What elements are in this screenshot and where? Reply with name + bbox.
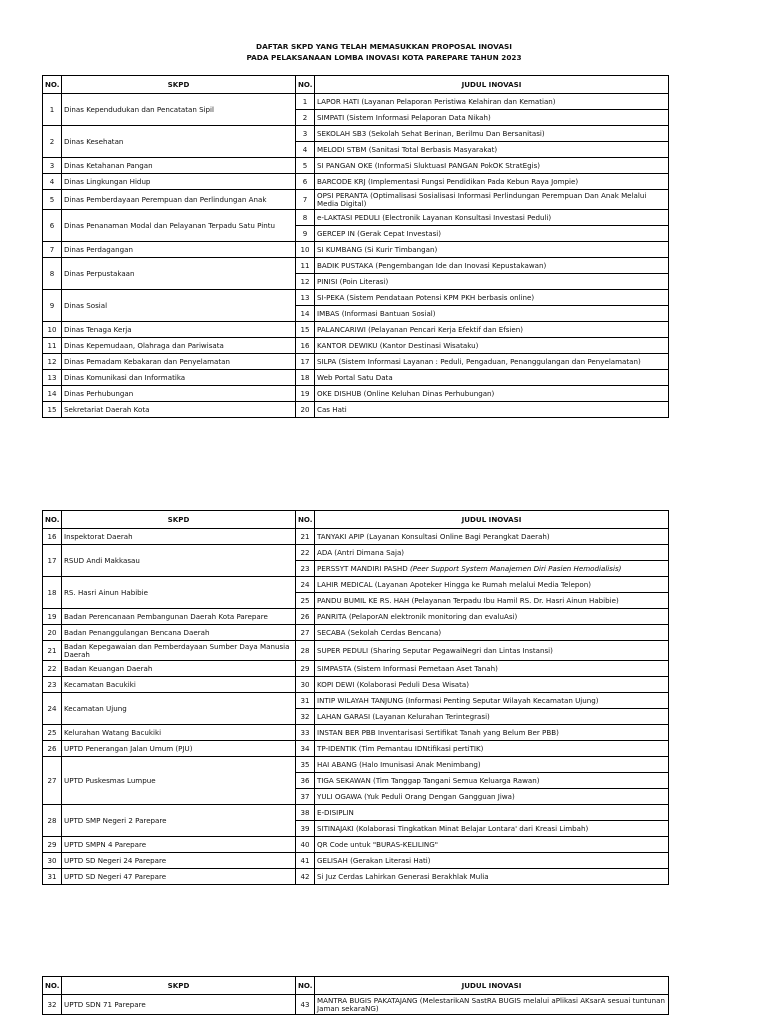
innovation-number: 16 bbox=[296, 338, 315, 354]
innovation-number: 3 bbox=[296, 126, 315, 142]
innovation-title: PINISI (Poin Literasi) bbox=[315, 274, 669, 290]
skpd-number: 10 bbox=[43, 322, 62, 338]
skpd-number: 28 bbox=[43, 805, 62, 837]
innovation-title: LAPOR HATI (Layanan Pelaporan Peristiwa Kelahiran dan Kematian) bbox=[315, 94, 669, 110]
innovation-number: 10 bbox=[296, 242, 315, 258]
skpd-name: Dinas Ketahanan Pangan bbox=[62, 158, 296, 174]
innovation-title: e-LAKTASI PEDULI (Electronik Layanan Konsultasi Investasi Peduli) bbox=[315, 210, 669, 226]
skpd-name: Badan Perencanaan Pembangunan Daerah Kota Parepare bbox=[62, 609, 296, 625]
skpd-number: 11 bbox=[43, 338, 62, 354]
innovation-title: SIMPASTA (Sistem Informasi Pemetaan Aset Tanah) bbox=[315, 661, 669, 677]
innovation-number: 4 bbox=[296, 142, 315, 158]
innovation-title: TANYAKI APIP (Layanan Konsultasi Online Bagi Perangkat Daerah) bbox=[315, 529, 669, 545]
innovation-number: 29 bbox=[296, 661, 315, 677]
innovation-title-italic: (Peer Support System Manajemen Diri Pasien Hemodialisis) bbox=[407, 563, 622, 573]
innovation-number: 28 bbox=[296, 641, 315, 661]
innovation-number: 15 bbox=[296, 322, 315, 338]
skpd-number: 21 bbox=[43, 641, 62, 661]
skpd-name: Dinas Kesehatan bbox=[62, 126, 296, 158]
innovation-number: 40 bbox=[296, 837, 315, 853]
table-row bbox=[43, 757, 669, 773]
table-row bbox=[43, 94, 669, 110]
column-header-skpd: SKPD bbox=[62, 76, 296, 94]
table-row bbox=[43, 609, 669, 625]
skpd-number: 1 bbox=[43, 94, 62, 126]
innovation-title: INTIP WILAYAH TANJUNG (Informasi Penting Seputar Wilayah Kecamatan Ujung) bbox=[315, 693, 669, 709]
skpd-name: UPTD SDN 71 Parepare bbox=[62, 995, 296, 1015]
column-header-judul: JUDUL INOVASI bbox=[315, 511, 669, 529]
innovation-number: 21 bbox=[296, 529, 315, 545]
skpd-name: Kelurahan Watang Bacukiki bbox=[62, 725, 296, 741]
skpd-name: UPTD SMP Negeri 2 Parepare bbox=[62, 805, 296, 837]
skpd-number: 29 bbox=[43, 837, 62, 853]
skpd-name: Dinas Perdagangan bbox=[62, 242, 296, 258]
column-header-no2: NO. bbox=[296, 977, 315, 995]
skpd-number: 32 bbox=[43, 995, 62, 1015]
skpd-number: 31 bbox=[43, 869, 62, 885]
skpd-number: 14 bbox=[43, 386, 62, 402]
skpd-number: 20 bbox=[43, 625, 62, 641]
innovation-title: PANRITA (PelaporAN elektronik monitoring dan evaluAsi) bbox=[315, 609, 669, 625]
column-header-no: NO. bbox=[43, 76, 62, 94]
skpd-name: Sekretariat Daerah Kota bbox=[62, 402, 296, 418]
column-header-no2: NO. bbox=[296, 511, 315, 529]
table-row bbox=[43, 837, 669, 853]
skpd-name: UPTD SMPN 4 Parepare bbox=[62, 837, 296, 853]
table-row bbox=[43, 242, 669, 258]
innovation-number: 6 bbox=[296, 174, 315, 190]
innovation-title: PERSSYT MANDIRI PASHD (Peer Support System Manajemen Diri Pasien Hemodialisis) bbox=[315, 561, 669, 577]
innovation-title: Si Juz Cerdas Lahirkan Generasi Berakhlak Mulia bbox=[315, 869, 669, 885]
innovation-title: SIMPATI (Sistem Informasi Pelaporan Data Nikah) bbox=[315, 110, 669, 126]
innovation-number: 26 bbox=[296, 609, 315, 625]
innovation-title: SITINAJAKI (Kolaborasi Tingkatkan Minat Belajar Lontara' dari Kreasi Limbah) bbox=[315, 821, 669, 837]
table-row bbox=[43, 805, 669, 821]
skpd-table-1 bbox=[42, 75, 669, 418]
skpd-number: 7 bbox=[43, 242, 62, 258]
skpd-name: UPTD SD Negeri 47 Parepare bbox=[62, 869, 296, 885]
table-row bbox=[43, 869, 669, 885]
table-row bbox=[43, 725, 669, 741]
innovation-title: LAHIR MEDICAL (Layanan Apoteker Hingga ke Rumah melalui Media Telepon) bbox=[315, 577, 669, 593]
table-row bbox=[43, 386, 669, 402]
table-row bbox=[43, 661, 669, 677]
innovation-number: 36 bbox=[296, 773, 315, 789]
skpd-number: 3 bbox=[43, 158, 62, 174]
table-row bbox=[43, 210, 669, 226]
skpd-number: 17 bbox=[43, 545, 62, 577]
innovation-title: E-DISIPLIN bbox=[315, 805, 669, 821]
skpd-number: 16 bbox=[43, 529, 62, 545]
skpd-name: Dinas Sosial bbox=[62, 290, 296, 322]
skpd-number: 9 bbox=[43, 290, 62, 322]
skpd-name: Kecamatan Bacukiki bbox=[62, 677, 296, 693]
table-row bbox=[43, 190, 669, 210]
innovation-title: Cas Hati bbox=[315, 402, 669, 418]
column-header-skpd: SKPD bbox=[62, 511, 296, 529]
innovation-number: 43 bbox=[296, 995, 315, 1015]
innovation-number: 5 bbox=[296, 158, 315, 174]
table-row bbox=[43, 625, 669, 641]
innovation-title: SILPA (Sistem Informasi Layanan : Peduli, Pengaduan, Penanggulangan dan Penyelamatan) bbox=[315, 354, 669, 370]
innovation-number: 9 bbox=[296, 226, 315, 242]
innovation-number: 27 bbox=[296, 625, 315, 641]
innovation-title: GERCEP IN (Gerak Cepat Investasi) bbox=[315, 226, 669, 242]
column-header-skpd: SKPD bbox=[62, 977, 296, 995]
skpd-name: Kecamatan Ujung bbox=[62, 693, 296, 725]
skpd-name: Inspektorat Daerah bbox=[62, 529, 296, 545]
skpd-number: 15 bbox=[43, 402, 62, 418]
table-row bbox=[43, 126, 669, 142]
table-row bbox=[43, 290, 669, 306]
skpd-name: RS. Hasri Ainun Habibie bbox=[62, 577, 296, 609]
innovation-number: 19 bbox=[296, 386, 315, 402]
skpd-name: Dinas Perhubungan bbox=[62, 386, 296, 402]
innovation-number: 34 bbox=[296, 741, 315, 757]
innovation-number: 35 bbox=[296, 757, 315, 773]
column-header-no2: NO. bbox=[296, 76, 315, 94]
innovation-title: SUPER PEDULI (Sharing Seputar PegawaiNegri dan Lintas Instansi) bbox=[315, 641, 669, 661]
table-row bbox=[43, 370, 669, 386]
innovation-number: 14 bbox=[296, 306, 315, 322]
innovation-number: 23 bbox=[296, 561, 315, 577]
innovation-number: 33 bbox=[296, 725, 315, 741]
innovation-number: 18 bbox=[296, 370, 315, 386]
table-row bbox=[43, 995, 669, 1015]
skpd-table-2 bbox=[42, 510, 669, 885]
innovation-number: 1 bbox=[296, 94, 315, 110]
innovation-title: OPSI PERANTA (Optimalisasi Sosialisasi Informasi Perlindungan Perempuan Dan Anak Melalui Media Digital) bbox=[315, 190, 669, 210]
innovation-number: 25 bbox=[296, 593, 315, 609]
innovation-number: 12 bbox=[296, 274, 315, 290]
innovation-number: 32 bbox=[296, 709, 315, 725]
innovation-number: 8 bbox=[296, 210, 315, 226]
table-row bbox=[43, 741, 669, 757]
innovation-title: KANTOR DEWIKU (Kantor Destinasi Wisataku) bbox=[315, 338, 669, 354]
table-header-row bbox=[43, 977, 669, 995]
innovation-number: 20 bbox=[296, 402, 315, 418]
skpd-number: 23 bbox=[43, 677, 62, 693]
innovation-title: SI KUMBANG (Si Kurir Timbangan) bbox=[315, 242, 669, 258]
innovation-title: PANDU BUMIL KE RS. HAH (Pelayanan Terpadu Ibu Hamil RS. Dr. Hasri Ainun Habibie) bbox=[315, 593, 669, 609]
innovation-title: SEKOLAH SB3 (Sekolah Sehat Berinan, Berilmu Dan Bersanitasi) bbox=[315, 126, 669, 142]
document-title-line-2: PADA PELAKSANAAN LOMBA INOVASI KOTA PAREPARE TAHUN 2023 bbox=[246, 53, 522, 62]
table-row bbox=[43, 677, 669, 693]
document-title-line-1: DAFTAR SKPD YANG TELAH MEMASUKKAN PROPOSAL INOVASI bbox=[256, 42, 512, 51]
innovation-number: 2 bbox=[296, 110, 315, 126]
skpd-name: Dinas Lingkungan Hidup bbox=[62, 174, 296, 190]
innovation-title: KOPI DEWI (Kolaborasi Peduli Desa Wisata) bbox=[315, 677, 669, 693]
column-header-judul: JUDUL INOVASI bbox=[315, 977, 669, 995]
innovation-title: IMBAS (Informasi Bantuan Sosial) bbox=[315, 306, 669, 322]
skpd-name: Dinas Pemberdayaan Perempuan dan Perlindungan Anak bbox=[62, 190, 296, 210]
skpd-number: 22 bbox=[43, 661, 62, 677]
skpd-name: Dinas Kepemudaan, Olahraga dan Pariwisata bbox=[62, 338, 296, 354]
skpd-table-3 bbox=[42, 976, 669, 1015]
skpd-number: 26 bbox=[43, 741, 62, 757]
skpd-number: 12 bbox=[43, 354, 62, 370]
innovation-title: BARCODE KRJ (Implementasi Fungsi Pendidikan Pada Kebun Raya Jompie) bbox=[315, 174, 669, 190]
innovation-number: 31 bbox=[296, 693, 315, 709]
table-row bbox=[43, 853, 669, 869]
skpd-name: RSUD Andi Makkasau bbox=[62, 545, 296, 577]
table-row bbox=[43, 158, 669, 174]
table-row bbox=[43, 641, 669, 661]
innovation-number: 42 bbox=[296, 869, 315, 885]
innovation-number: 11 bbox=[296, 258, 315, 274]
table-row bbox=[43, 529, 669, 545]
innovation-title: BADIK PUSTAKA (Pengembangan Ide dan Inovasi Kepustakawan) bbox=[315, 258, 669, 274]
innovation-number: 38 bbox=[296, 805, 315, 821]
skpd-number: 27 bbox=[43, 757, 62, 805]
innovation-title: MELODI STBM (Sanitasi Total Berbasis Masyarakat) bbox=[315, 142, 669, 158]
innovation-title: QR Code untuk "BURAS-KELILING" bbox=[315, 837, 669, 853]
skpd-name: Dinas Pemadam Kebakaran dan Penyelamatan bbox=[62, 354, 296, 370]
table-row bbox=[43, 174, 669, 190]
skpd-name: UPTD Penerangan Jalan Umum (PJU) bbox=[62, 741, 296, 757]
innovation-number: 13 bbox=[296, 290, 315, 306]
innovation-title: TIGA SEKAWAN (Tim Tanggap Tangani Semua Keluarga Rawan) bbox=[315, 773, 669, 789]
skpd-number: 5 bbox=[43, 190, 62, 210]
skpd-name: Dinas Perpustakaan bbox=[62, 258, 296, 290]
table-row bbox=[43, 577, 669, 593]
innovation-title: SI PANGAN OKE (InformaSi SluktuasI PANGAN PokOK StratEgis) bbox=[315, 158, 669, 174]
innovation-number: 30 bbox=[296, 677, 315, 693]
innovation-title: OKE DISHUB (Online Keluhan Dinas Perhubungan) bbox=[315, 386, 669, 402]
skpd-name: UPTD Puskesmas Lumpue bbox=[62, 757, 296, 805]
innovation-title: HAI ABANG (Halo Imunisasi Anak Menimbang) bbox=[315, 757, 669, 773]
skpd-name: Dinas Komunikasi dan Informatika bbox=[62, 370, 296, 386]
skpd-name: Dinas Tenaga Kerja bbox=[62, 322, 296, 338]
innovation-number: 7 bbox=[296, 190, 315, 210]
innovation-number: 37 bbox=[296, 789, 315, 805]
skpd-name: Dinas Kependudukan dan Pencatatan Sipil bbox=[62, 94, 296, 126]
skpd-number: 4 bbox=[43, 174, 62, 190]
skpd-number: 18 bbox=[43, 577, 62, 609]
skpd-number: 6 bbox=[43, 210, 62, 242]
table-row bbox=[43, 322, 669, 338]
skpd-number: 13 bbox=[43, 370, 62, 386]
column-header-judul: JUDUL INOVASI bbox=[315, 76, 669, 94]
skpd-number: 25 bbox=[43, 725, 62, 741]
table-row bbox=[43, 338, 669, 354]
skpd-number: 2 bbox=[43, 126, 62, 158]
skpd-name: UPTD SD Negeri 24 Parepare bbox=[62, 853, 296, 869]
table-row bbox=[43, 402, 669, 418]
skpd-number: 30 bbox=[43, 853, 62, 869]
table-header-row bbox=[43, 511, 669, 529]
innovation-title: SECABA (Sekolah Cerdas Bencana) bbox=[315, 625, 669, 641]
table-row bbox=[43, 693, 669, 709]
innovation-title: MANTRA BUGIS PAKATAJANG (MelestarikAN SastRA BUGIS melalui aPlikasi AKsarA sesuai tuntunan Jaman sekaraNG) bbox=[315, 995, 669, 1015]
table-row bbox=[43, 258, 669, 274]
innovation-title: SI-PEKA (Sistem Pendataan Potensi KPM PKH berbasis online) bbox=[315, 290, 669, 306]
skpd-name: Dinas Penanaman Modal dan Pelayanan Terpadu Satu Pintu bbox=[62, 210, 296, 242]
table-row bbox=[43, 545, 669, 561]
innovation-number: 24 bbox=[296, 577, 315, 593]
innovation-title: LAHAN GARASI (Layanan Kelurahan Terintegrasi) bbox=[315, 709, 669, 725]
innovation-title: GELISAH (Gerakan Literasi Hati) bbox=[315, 853, 669, 869]
innovation-title: PALANCARIWI (Pelayanan Pencari Kerja Efektif dan Efsien) bbox=[315, 322, 669, 338]
table-header-row bbox=[43, 76, 669, 94]
skpd-number: 19 bbox=[43, 609, 62, 625]
innovation-number: 17 bbox=[296, 354, 315, 370]
column-header-no: NO. bbox=[43, 511, 62, 529]
innovation-number: 22 bbox=[296, 545, 315, 561]
innovation-title: ADA (Antri Dimana Saja) bbox=[315, 545, 669, 561]
innovation-number: 39 bbox=[296, 821, 315, 837]
skpd-number: 24 bbox=[43, 693, 62, 725]
innovation-title: Web Portal Satu Data bbox=[315, 370, 669, 386]
innovation-number: 41 bbox=[296, 853, 315, 869]
skpd-name: Badan Keuangan Daerah bbox=[62, 661, 296, 677]
column-header-no: NO. bbox=[43, 977, 62, 995]
innovation-title: INSTAN BER PBB Inventarisasi Sertifikat Tanah yang Belum Ber PBB) bbox=[315, 725, 669, 741]
innovation-title: YULI OGAWA (Yuk Peduli Orang Dengan Gangguan Jiwa) bbox=[315, 789, 669, 805]
skpd-name: Badan Kepegawaian dan Pemberdayaan Sumber Daya Manusia Daerah bbox=[62, 641, 296, 661]
table-row bbox=[43, 354, 669, 370]
skpd-number: 8 bbox=[43, 258, 62, 290]
innovation-title: TP-IDENTIK (Tim Pemantau IDNtifikasi pertiTIK) bbox=[315, 741, 669, 757]
skpd-name: Badan Penanggulangan Bencana Daerah bbox=[62, 625, 296, 641]
